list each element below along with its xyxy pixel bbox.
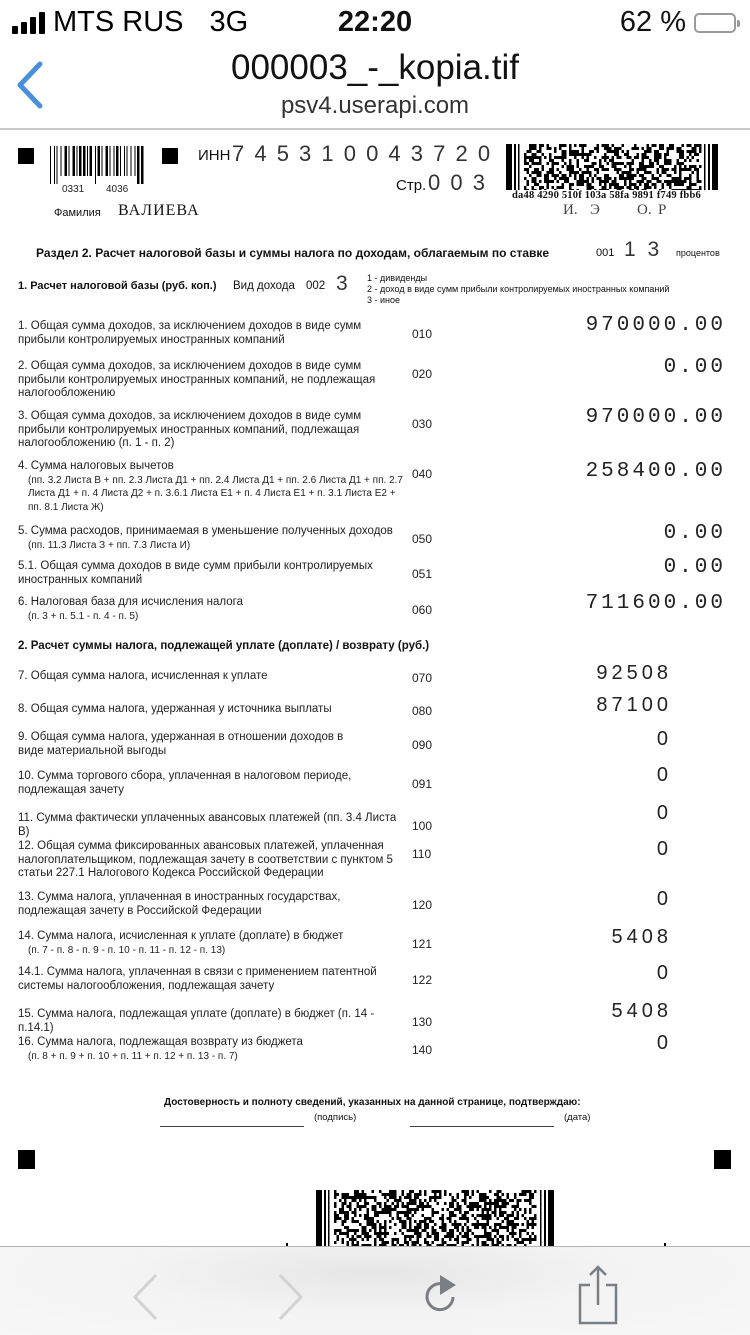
row-value: 0	[656, 764, 672, 786]
row-label	[18, 670, 403, 684]
row-label-text: 13. Сумма налога, уплаченная в иностранных государствах, подлежащая зачету в Российской Федерации	[18, 891, 341, 917]
page-domain: psv4.userapi.com	[280, 92, 470, 119]
navigation-bar	[0, 42, 750, 130]
row-label	[18, 460, 403, 514]
row-label-text: 15. Сумма налога, подлежащая уплате (доплате) в бюджет (п. 14 - п.14.1)	[18, 1008, 375, 1034]
row-label-text: 4. Сумма налоговых вычетов	[18, 460, 174, 472]
part1-title: 1. Расчет налоговой базы (руб. коп.)	[18, 280, 217, 292]
row-value: 0	[656, 802, 672, 824]
rate-value: 1 3	[624, 238, 663, 261]
row-label-text: 9. Общая сумма налога, удержанная в отношении доходов в виде материальной выгоды	[18, 731, 344, 757]
income-option: 2 - доход в виде сумм прибыли контролируемых иностранных компаний	[367, 284, 670, 294]
row-label-text: 2. Общая сумма доходов, за исключением доходов в виде сумм прибыли контролируемых иностранных компаний, не подлежащая налогообложению	[18, 360, 376, 399]
browser-forward-button[interactable]	[260, 1265, 320, 1325]
registration-marker	[18, 1150, 35, 1169]
clock: 22:20	[337, 6, 413, 38]
row-value: 87100	[596, 694, 672, 716]
row-formula: (п. 3 + п. 5.1 - п. 4 - п. 5)	[28, 610, 139, 622]
share-button[interactable]	[568, 1265, 628, 1325]
row-value: 711600.00	[585, 592, 726, 615]
rate-unit: процентов	[676, 248, 720, 258]
share-icon	[568, 1265, 628, 1329]
part2-title: 2. Расчет суммы налога, подлежащей уплате (доплате) / возврату (руб.)	[18, 640, 430, 652]
row-label-text: 6. Налоговая база для исчисления налога	[18, 596, 243, 608]
rate-code: 001	[596, 247, 615, 259]
row-label-text: 12. Общая сумма фиксированных авансовых платежей, уплаченная налогоплательщиком, подлежащая зачету в соответствии с пунктом 5 статьи 227.1 Налогового Кодекса Российской Федерации	[18, 840, 393, 879]
row-value: 0	[656, 728, 672, 750]
row-code: 051	[412, 567, 433, 581]
chevron-left-icon	[118, 1265, 178, 1325]
row-label	[18, 731, 368, 758]
row-label-text: 7. Общая сумма налога, исчисленная к уплате	[18, 670, 268, 682]
battery-icon	[694, 13, 736, 33]
row-value: 0	[656, 838, 672, 860]
row-label-text: 10. Сумма торгового сбора, уплаченная в налоговом периоде, подлежащая зачету	[18, 770, 352, 796]
row-label	[18, 360, 398, 401]
row-code: 120	[412, 898, 433, 912]
row-code: 140	[412, 1043, 433, 1057]
section-title: Раздел 2. Расчет налоговой базы и суммы налога по доходам, облагаемым по ставке	[36, 246, 550, 260]
row-label-text: 5. Сумма расходов, принимаемая в уменьшение полученных доходов	[18, 525, 393, 537]
confirm-text: Достоверность и полноту сведений, указанных на данной странице, подтверждаю:	[164, 1097, 581, 1108]
row-label-text: 14. Сумма налога, исчисленная к уплате (доплате) в бюджет	[18, 930, 344, 942]
page-label: Стр.	[396, 177, 427, 194]
battery-percent: 62 %	[619, 6, 686, 38]
row-value: 5408	[611, 926, 672, 948]
row-label-text: 1. Общая сумма доходов, за исключением доходов в виде сумм прибыли контролируемых иностранных компаний	[18, 320, 362, 346]
income-type-options	[367, 273, 669, 306]
chevron-right-icon	[260, 1265, 320, 1325]
initial-2: Э	[590, 202, 600, 218]
row-code: 110	[412, 847, 432, 861]
row-code: 122	[412, 973, 433, 987]
row-value: 0.00	[663, 356, 726, 379]
row-code: 091	[412, 777, 433, 791]
barcode-number-2: 4036	[106, 184, 129, 195]
row-value: 970000.00	[585, 406, 726, 429]
initial-1: И.	[563, 202, 578, 218]
row-label-text: 3. Общая сумма доходов, за исключением доходов в виде сумм прибыли контролируемых иностранных компаний, подлежащая налогообложению (п. 1 - п. 2)	[18, 410, 362, 449]
income-type-value: 3	[336, 272, 348, 295]
registration-marker	[18, 148, 34, 164]
row-label-text: 5.1. Общая сумма доходов в виде сумм прибыли контролируемых иностранных компаний	[18, 560, 373, 586]
row-label-text: 16. Сумма налога, подлежащая возврату из бюджета	[18, 1036, 303, 1048]
row-code: 121	[412, 937, 433, 951]
row-code: 090	[412, 738, 433, 752]
row-label	[18, 560, 378, 587]
surname-value: ВАЛИЕВА	[118, 202, 200, 219]
bottom-toolbar	[0, 1246, 750, 1335]
initial-3: О.	[637, 202, 652, 218]
row-code: 010	[412, 327, 433, 341]
row-label	[18, 320, 408, 347]
row-code: 080	[412, 704, 433, 718]
date-line	[410, 1126, 554, 1127]
row-label	[18, 1036, 403, 1063]
row-label	[18, 596, 403, 623]
row-label	[18, 930, 403, 957]
row-label	[18, 525, 408, 552]
row-label-text: 14.1. Сумма налога, уплаченная в связи с применением патентной системы налогообложения, подлежащая зачету	[18, 966, 377, 992]
row-label	[18, 703, 403, 717]
row-formula: (п. 8 + п. 9 + п. 10 + п. 11 + п. 12 + п. 13 - п. 7)	[28, 1050, 238, 1062]
income-type-code: 002	[306, 280, 326, 292]
row-value: 0.00	[663, 556, 726, 579]
row-code: 070	[412, 671, 433, 685]
initial-4: Р	[658, 202, 667, 218]
row-label	[18, 966, 408, 993]
signature-line	[160, 1126, 304, 1127]
date-label: (дата)	[564, 1112, 591, 1123]
row-value: 0.00	[663, 522, 726, 545]
row-value: 970000.00	[585, 314, 726, 337]
status-bar	[0, 0, 750, 42]
row-label-text: 11. Сумма фактически уплаченных авансовых платежей (пп. 3.4 Листа В)	[18, 812, 397, 838]
row-label	[18, 1008, 408, 1035]
carrier-name: MTS RUS	[53, 6, 184, 38]
row-label	[18, 840, 403, 881]
row-label-text: 8. Общая сумма налога, удержанная у источника выплаты	[18, 703, 332, 715]
row-label	[18, 770, 378, 797]
row-code: 030	[412, 417, 433, 431]
row-code: 130	[412, 1015, 433, 1029]
income-type-label: Вид дохода	[233, 280, 295, 292]
row-label	[18, 410, 408, 451]
inn-label: ИНН	[198, 147, 231, 164]
registration-marker	[714, 1150, 731, 1169]
income-option: 3 - иное	[367, 295, 401, 305]
surname-label: Фамилия	[54, 207, 101, 219]
registration-marker	[162, 148, 178, 164]
row-value: 0	[656, 1032, 672, 1054]
linear-barcode	[50, 146, 146, 184]
row-value: 5408	[611, 1000, 672, 1022]
signature-label: (подпись)	[314, 1112, 357, 1123]
page-title: 000003_-_kopia.tif	[231, 48, 519, 87]
row-value: 258400.00	[585, 460, 726, 483]
inn-value: 7 4 5 3 1 0 0 4 3 7 2 0	[232, 141, 493, 166]
reload-button[interactable]	[410, 1265, 470, 1325]
page-number: 0 0 3	[428, 170, 487, 195]
barcode-hex: da48 4290 510f 103a 58fa 9891 f749 fbb6	[512, 190, 701, 201]
browser-back-button[interactable]	[118, 1265, 178, 1325]
2d-barcode	[506, 144, 718, 190]
row-code: 050	[412, 532, 433, 546]
row-value: 92508	[596, 662, 672, 684]
row-code: 100	[412, 819, 433, 833]
row-code: 060	[412, 603, 433, 617]
row-code: 020	[412, 367, 433, 381]
row-label	[18, 812, 408, 839]
barcode-number-1: 0331	[62, 184, 85, 195]
row-value: 0	[656, 888, 672, 910]
document-viewer[interactable]	[0, 130, 750, 1246]
row-code: 040	[412, 467, 433, 481]
row-formula: (пп. 11.3 Листа З + пп. 7.3 Листа И)	[28, 539, 191, 551]
network-type: 3G	[209, 6, 249, 38]
row-formula: (п. 7 - п. 8 - п. 9 - п. 10 - п. 11 - п. 12 - п. 13)	[28, 944, 226, 956]
2d-barcode-bottom	[316, 1190, 554, 1246]
row-label	[18, 891, 408, 918]
row-value: 0	[656, 962, 672, 984]
row-formula: (пп. 3.2 Листа В + пп. 2.3 Листа Д1 + пп. 2.4 Листа Д1 + пп. 2.6 Листа Д1 + пп. 2.7 Листа Д1 + п. 4 Листа Д2 + п. 3.6.1 Листа Е1 + п. 4 Листа Е1 + п. 3.1 Листа Е2 + пп. 8.1 Листа Ж)	[28, 474, 403, 513]
status-right	[620, 6, 736, 39]
income-option: 1 - дивиденды	[367, 273, 428, 283]
reload-icon	[410, 1265, 470, 1325]
